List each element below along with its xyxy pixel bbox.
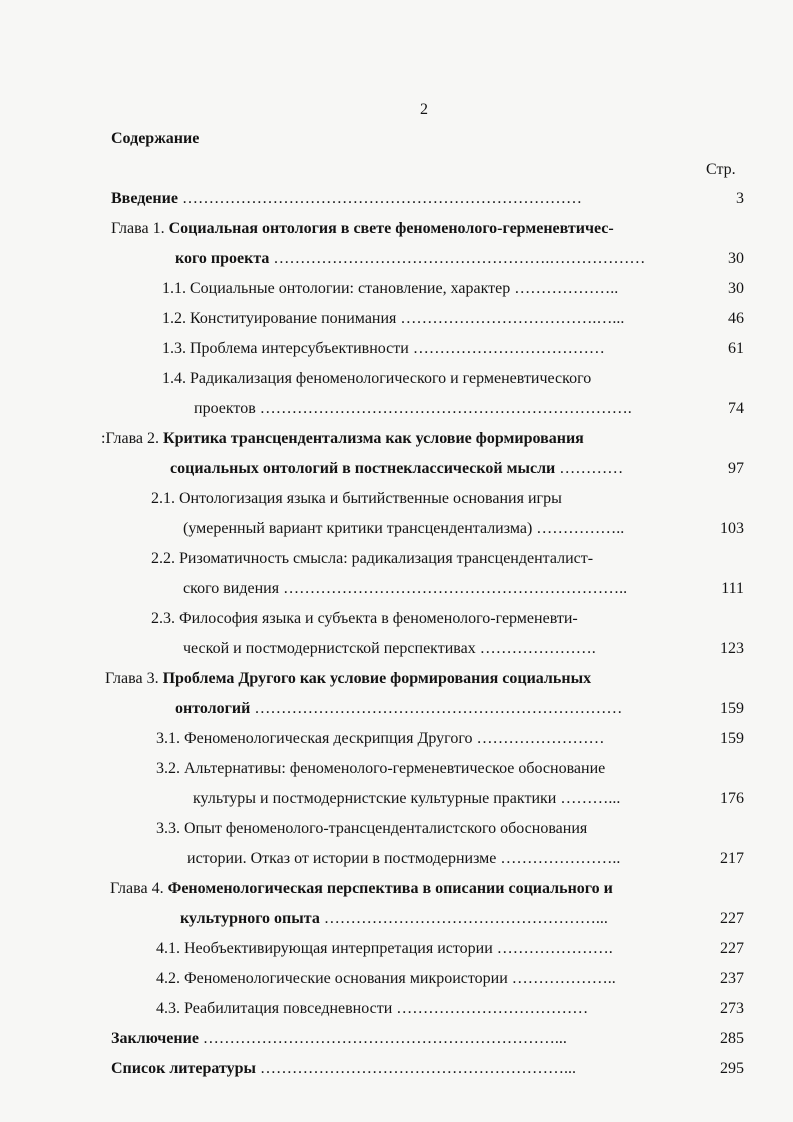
section-title: Ризоматичность смысла: радикализация трансценденталист- (179, 550, 594, 567)
toc-entry-chapter-3-cont (175, 699, 622, 719)
section-number: 3.3. (156, 820, 180, 837)
entry-page: 159 (720, 730, 744, 747)
entry-page: 61 (728, 340, 744, 357)
entry-title: Список литературы (111, 1060, 256, 1077)
leader-dots: ……………………………….…... (400, 310, 625, 327)
toc-entry-chapter-1-cont (175, 249, 645, 269)
leader-dots: ………………….. (500, 850, 621, 867)
leader-dots: …………….. (536, 520, 625, 537)
entry-page: 103 (720, 520, 744, 537)
leader-dots: ………… (559, 460, 624, 477)
leader-dots: ………... (560, 790, 621, 807)
entry-page: 237 (720, 970, 744, 987)
leader-dots: …………………. (479, 640, 596, 657)
chapter-title: Социальная онтология в свете феноменолого-герменевтичес- (168, 220, 614, 237)
chapter-prefix: Глава 3. (105, 670, 159, 687)
chapter-title: социальных онтологий в постнеклассической мысли (170, 460, 556, 477)
chapter-prefix: :Глава 2. (101, 430, 160, 447)
section-title: проектов (194, 400, 256, 417)
leader-dots: …………………………………………………………... (202, 1030, 567, 1047)
leader-dots: ……………………………………………... (323, 910, 608, 927)
leader-dots: ……………….. (511, 970, 616, 987)
section-title: ческой и постмодернистской перспективах (183, 640, 476, 657)
entry-page: 217 (720, 850, 744, 867)
section-title: Феноменологическая дескрипция Другого (184, 730, 473, 747)
toc-entry-1-1[interactable] (162, 279, 618, 299)
page-column-label: Стр. (706, 161, 736, 178)
toc-entry-2-3-cont (183, 639, 596, 659)
entry-page: 159 (720, 700, 744, 717)
toc-entry-chapter-2[interactable] (101, 429, 584, 449)
section-title: ского видения (183, 580, 280, 597)
leader-dots: …………………………………………………... (260, 1060, 576, 1077)
toc-entry-3-1[interactable] (156, 729, 604, 749)
section-number: 4.2. (156, 970, 180, 987)
leader-dots: …………………. (496, 940, 613, 957)
section-number: 2.1. (151, 490, 175, 507)
section-title: Альтернативы: феноменолого-герменевтическое обоснование (184, 760, 606, 777)
section-number: 2.2. (151, 550, 175, 567)
toc-entry-chapter-2-cont (170, 459, 623, 479)
section-title: Феноменологические основания микроистории (184, 970, 508, 987)
entry-page: 3 (736, 190, 744, 207)
toc-entry-1-4[interactable] (162, 369, 591, 389)
section-number: 1.2. (162, 310, 186, 327)
chapter-prefix: Глава 1. (111, 220, 165, 237)
section-number: 4.3. (156, 1000, 180, 1017)
section-title: Философия языка и субъекта в феноменолого-герменевти- (179, 610, 578, 627)
entry-page: 227 (720, 910, 744, 927)
toc-heading: Содержание (111, 130, 200, 147)
entry-page: 111 (721, 580, 744, 597)
toc-entry-3-2-cont (193, 789, 620, 809)
section-title: Опыт феноменолого-трансценденталистского обоснования (184, 820, 588, 837)
section-title: истории. Отказ от истории в постмодернизме (187, 850, 497, 867)
toc-entry-3-3[interactable] (156, 819, 587, 839)
section-number: 3.2. (156, 760, 180, 777)
toc-entry-chapter-1[interactable] (111, 219, 614, 239)
leader-dots: ……………………………… (396, 1000, 589, 1017)
leader-dots: ……………………………………………………………. (259, 400, 632, 417)
chapter-title: кого проекта (175, 250, 270, 267)
toc-entry-intro[interactable] (111, 189, 582, 209)
toc-entry-2-2-cont (183, 579, 627, 599)
chapter-title: культурного опыта (180, 910, 320, 927)
entry-page: 273 (720, 1000, 744, 1017)
entry-page: 30 (728, 280, 744, 297)
section-title: Социальные онтологии: становление, характер (190, 280, 511, 297)
entry-page: 295 (720, 1060, 744, 1077)
entry-page: 97 (728, 460, 744, 477)
section-title: Реабилитация повседневности (184, 1000, 393, 1017)
toc-entry-3-2[interactable] (156, 759, 605, 779)
toc-entry-1-4-cont (194, 399, 632, 419)
section-number: 2.3. (151, 610, 175, 627)
entry-page: 176 (720, 790, 744, 807)
entry-page: 285 (720, 1030, 744, 1047)
toc-entry-2-1[interactable] (151, 489, 562, 509)
toc-entry-4-2[interactable] (156, 969, 616, 989)
toc-entry-chapter-4[interactable] (110, 879, 613, 899)
section-number: 1.4. (162, 370, 186, 387)
leader-dots: …………………………………………………………… (254, 700, 623, 717)
toc-entry-2-2[interactable] (151, 549, 593, 569)
chapter-title: Критика трансцендентализма как условие формирования (163, 430, 584, 447)
section-title: культуры и постмодернистские культурные практики (193, 790, 557, 807)
leader-dots: ……………….. (514, 280, 619, 297)
section-number: 1.1. (162, 280, 186, 297)
toc-entry-1-3[interactable] (162, 339, 605, 359)
toc-entry-bibliography[interactable] (111, 1059, 576, 1079)
chapter-title: онтологий (175, 700, 251, 717)
section-number: 1.3. (162, 340, 186, 357)
entry-title: Заключение (111, 1030, 199, 1047)
section-number: 3.1. (156, 730, 180, 747)
chapter-title: Феноменологическая перспектива в описании социального и (167, 880, 613, 897)
toc-entry-4-1[interactable] (156, 939, 613, 959)
section-number: 4.1. (156, 940, 180, 957)
section-title: Конституирование понимания (190, 310, 397, 327)
chapter-prefix: Глава 4. (110, 880, 164, 897)
toc-entry-4-3[interactable] (156, 999, 588, 1019)
leader-dots: …………………… (476, 730, 605, 747)
leader-dots: …………………………………………….……………… (273, 250, 646, 267)
leader-dots: ……………………………………………………….. (283, 580, 628, 597)
leader-dots: ……………………………… (412, 340, 605, 357)
toc-entry-chapter-4-cont (180, 909, 608, 929)
page-number: 2 (420, 101, 428, 118)
leader-dots: ………………………………………………………………… (181, 190, 582, 207)
section-title: Радикализация феноменологического и герменевтического (190, 370, 592, 387)
toc-entry-1-2[interactable] (162, 309, 624, 329)
entry-page: 30 (728, 250, 744, 267)
section-title: Необъективирующая интерпретация истории (184, 940, 493, 957)
entry-page: 46 (728, 310, 744, 327)
section-title: Онтологизация языка и бытийственные основания игры (179, 490, 562, 507)
section-title: Проблема интерсубъективности (190, 340, 409, 357)
section-title: (умеренный вариант критики трансцендентализма) (183, 520, 533, 537)
entry-page: 227 (720, 940, 744, 957)
entry-page: 123 (720, 640, 744, 657)
entry-page: 74 (728, 400, 744, 417)
entry-title: Введение (111, 190, 178, 207)
toc-entry-conclusion[interactable] (111, 1029, 567, 1049)
toc-entry-3-3-cont (187, 849, 620, 869)
toc-entry-chapter-3[interactable] (105, 669, 591, 689)
toc-entry-2-1-cont (183, 519, 624, 539)
chapter-title: Проблема Другого как условие формирования социальных (162, 670, 592, 687)
toc-entry-2-3[interactable] (151, 609, 578, 629)
